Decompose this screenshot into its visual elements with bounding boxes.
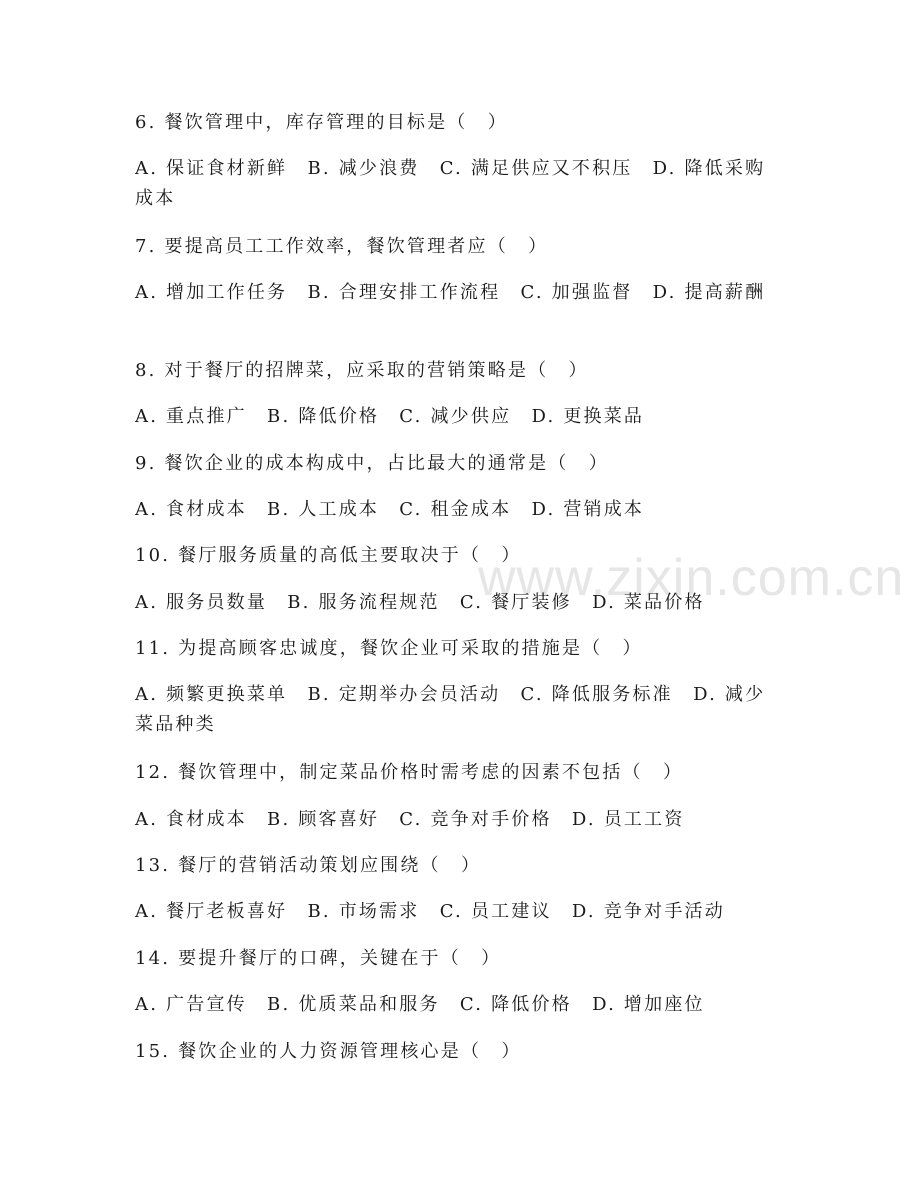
question-9-options: A. 食材成本 B. 人工成本 C. 租金成本 D. 营销成本	[135, 499, 645, 520]
question-7: 7. 要提高员工工作效率，餐饮管理者应（ ）	[135, 236, 549, 257]
question-7-options: A. 增加工作任务 B. 合理安排工作流程 C. 加强监督 D. 提高薪酬	[135, 282, 766, 303]
question-11: 11. 为提高顾客忠诚度，餐饮企业可采取的措施是（ ）	[135, 638, 643, 659]
question-14: 14. 要提升餐厅的口碑，关键在于（ ）	[135, 948, 502, 969]
question-13: 13. 餐厅的营销活动策划应围绕（ ）	[135, 855, 482, 876]
question-13-options: A. 餐厅老板喜好 B. 市场需求 C. 员工建议 D. 竞争对手活动	[135, 901, 725, 922]
question-15: 15. 餐饮企业的人力资源管理核心是（ ）	[135, 1041, 522, 1062]
question-11-options: A. 频繁更换菜单 B. 定期举办会员活动 C. 降低服务标准 D. 减少菜品种类	[135, 684, 766, 735]
watermark: www.zixin.com.cn	[478, 549, 905, 607]
question-12: 12. 餐饮管理中，制定菜品价格时需考虑的因素不包括（ ）	[135, 762, 684, 783]
question-6: 6. 餐饮管理中，库存管理的目标是（ ）	[135, 112, 508, 133]
question-12-options: A. 食材成本 B. 顾客喜好 C. 竞争对手价格 D. 员工工资	[135, 809, 685, 830]
question-8-options: A. 重点推广 B. 降低价格 C. 减少供应 D. 更换菜品	[135, 406, 645, 427]
question-9: 9. 餐饮企业的成本构成中，占比最大的通常是（ ）	[135, 453, 609, 474]
question-10: 10. 餐厅服务质量的高低主要取决于（ ）	[135, 545, 522, 566]
question-6-options: A. 保证食材新鲜 B. 减少浪费 C. 满足供应又不积压 D. 降低采购成本	[135, 158, 766, 209]
question-8: 8. 对于餐厅的招牌菜，应采取的营销策略是（ ）	[135, 360, 589, 381]
question-10-options: A. 服务员数量 B. 服务流程规范 C. 餐厅装修 D. 菜品价格	[135, 592, 705, 613]
question-14-options: A. 广告宣传 B. 优质菜品和服务 C. 降低价格 D. 增加座位	[135, 994, 705, 1015]
